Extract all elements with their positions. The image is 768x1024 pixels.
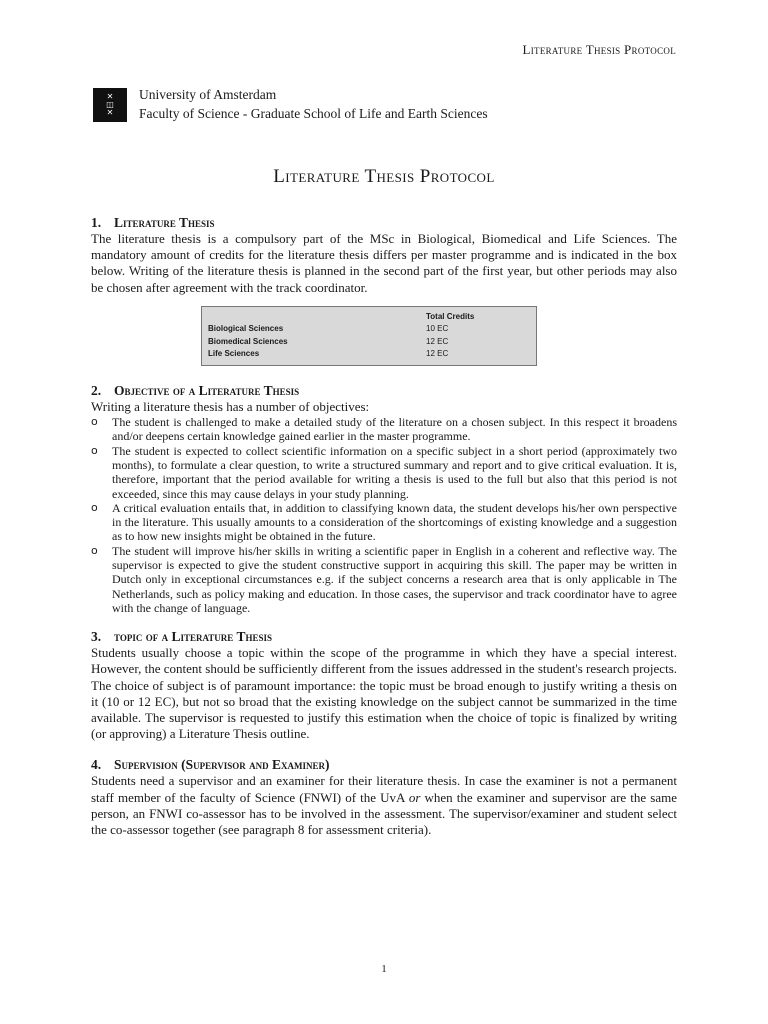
university-name: University of Amsterdam (139, 87, 277, 102)
objectives-list (91, 415, 677, 615)
table-cell: 10 EC (426, 324, 449, 334)
bullet-mark: o (91, 415, 98, 429)
section-title: Literature Thesis (114, 215, 215, 230)
section-heading (91, 756, 677, 773)
table-header-cell: Total Credits (426, 311, 475, 321)
table-row (208, 348, 530, 361)
section-heading (91, 382, 677, 399)
emphasis-or: or (408, 789, 421, 805)
uva-logo-icon (93, 88, 127, 122)
table-cell: Biomedical Sciences (208, 336, 288, 346)
list-item: o The student will improve his/her skills in writing a scientific paper in English in a coherent and reflective way. The supervisor is expected to give the student constructive support in acquiring this skill. The paper may be written in Dutch only in exceptional circumstances e.g. if the subject concerns a research area that is only applicable in The Netherlands, such as policy making and education. In those cases, the supervisor and track coordinator have to agree with the change of language. (91, 543, 677, 615)
institution-block (139, 85, 488, 123)
table-cell: Life Sciences (208, 349, 260, 359)
table-cell: 12 EC (426, 349, 449, 359)
running-header: Literature Thesis Protocol (522, 42, 676, 57)
list-item: o The student is challenged to make a detailed study of the literature on a chosen subject. In this respect it broadens and/or deepens certain knowledge gained earlier in the master programme. (91, 415, 677, 444)
logo-glyph: ✕ (106, 108, 114, 117)
section-title: topic of a Literature Thesis (114, 629, 272, 645)
table-cell: 12 EC (426, 336, 449, 346)
logo-glyph: ◫ (106, 100, 114, 109)
table-header-row (208, 311, 530, 324)
table-row (208, 323, 530, 336)
section-paragraph: Students usually choose a topic within the scope of the programme in which they have a special interest. However, the content should be sufficiently different from the issues addressed in the student's research projects. The choice of subject is of paramount importance: the topic must be broad enough to justify writing a thesis on it (10 or 12 EC), but not so broad that the existing knowledge on the subject cannot be summarized in the time available. The supervisor is requested to justify this estimation when the choice of topic is finalized by writing (or approving) a Literature Thesis outline. (91, 645, 677, 742)
section-title: Supervision (Supervisor and Examiner) (114, 757, 330, 773)
section-title: Objective of a Literature Thesis (114, 382, 300, 398)
section-heading (91, 628, 677, 645)
page-title: Literature Thesis Protocol (273, 166, 495, 187)
section-number: 1. (91, 215, 102, 230)
list-item: o The student is expected to collect scientific information on a specific subject in a short period (approximately two months), to formulate a clear question, to write a structured summary and report and to give critical evaluation. It is, therefore, important that the period available for writing a thesis is used to the full but also that this period is not exceeded, since this may cause delays in your study planning. (91, 443, 677, 501)
table-row (208, 336, 530, 349)
section-number: 4. (91, 757, 102, 773)
table-cell (208, 311, 426, 324)
bullet-mark: o (91, 500, 98, 514)
credits-table (201, 306, 537, 366)
faculty-name: Faculty of Science - Graduate School of Life and Earth Sciences (139, 106, 488, 121)
page-number: 1 (381, 963, 387, 975)
document-body (91, 214, 677, 838)
section-paragraph: Students need a supervisor and an examiner for their literature thesis. In case the examiner is not a permanent staff member of the faculty of Science (FNWI) of the UvA or when the examiner and supervisor are the same person, an FNWI co-assessor has to be involved in the assessment. The supervisor/examiner and student select the co-assessor together (see paragraph 8 for assessment criteria). (91, 773, 677, 837)
section-heading (91, 214, 677, 231)
bullet-mark: o (91, 443, 98, 457)
list-item: o A critical evaluation entails that, in addition to classifying known data, the student develops his/her own perspective in the literature. This usually amounts to a consideration of the shortcomings of existing knowledge and a suggestion as to how new insights might be obtained in the future. (91, 500, 677, 544)
table-cell: Biological Sciences (208, 324, 284, 334)
section-number: 2. (91, 382, 102, 398)
bullet-mark: o (91, 543, 98, 557)
logo-glyph: ✕ (106, 92, 114, 101)
section-paragraph: The literature thesis is a compulsory part of the MSc in Biological, Biomedical and Life Sciences. The mandatory amount of credits for the literature thesis differs per master programme and is indicated in the box below. Writing of the literature thesis is planned in the second part of the first year, but other periods may also be chosen after agreement with the track coordinator. (91, 231, 677, 295)
section-number: 3. (91, 629, 102, 645)
section-intro: Writing a literature thesis has a number of objectives: (91, 398, 370, 414)
